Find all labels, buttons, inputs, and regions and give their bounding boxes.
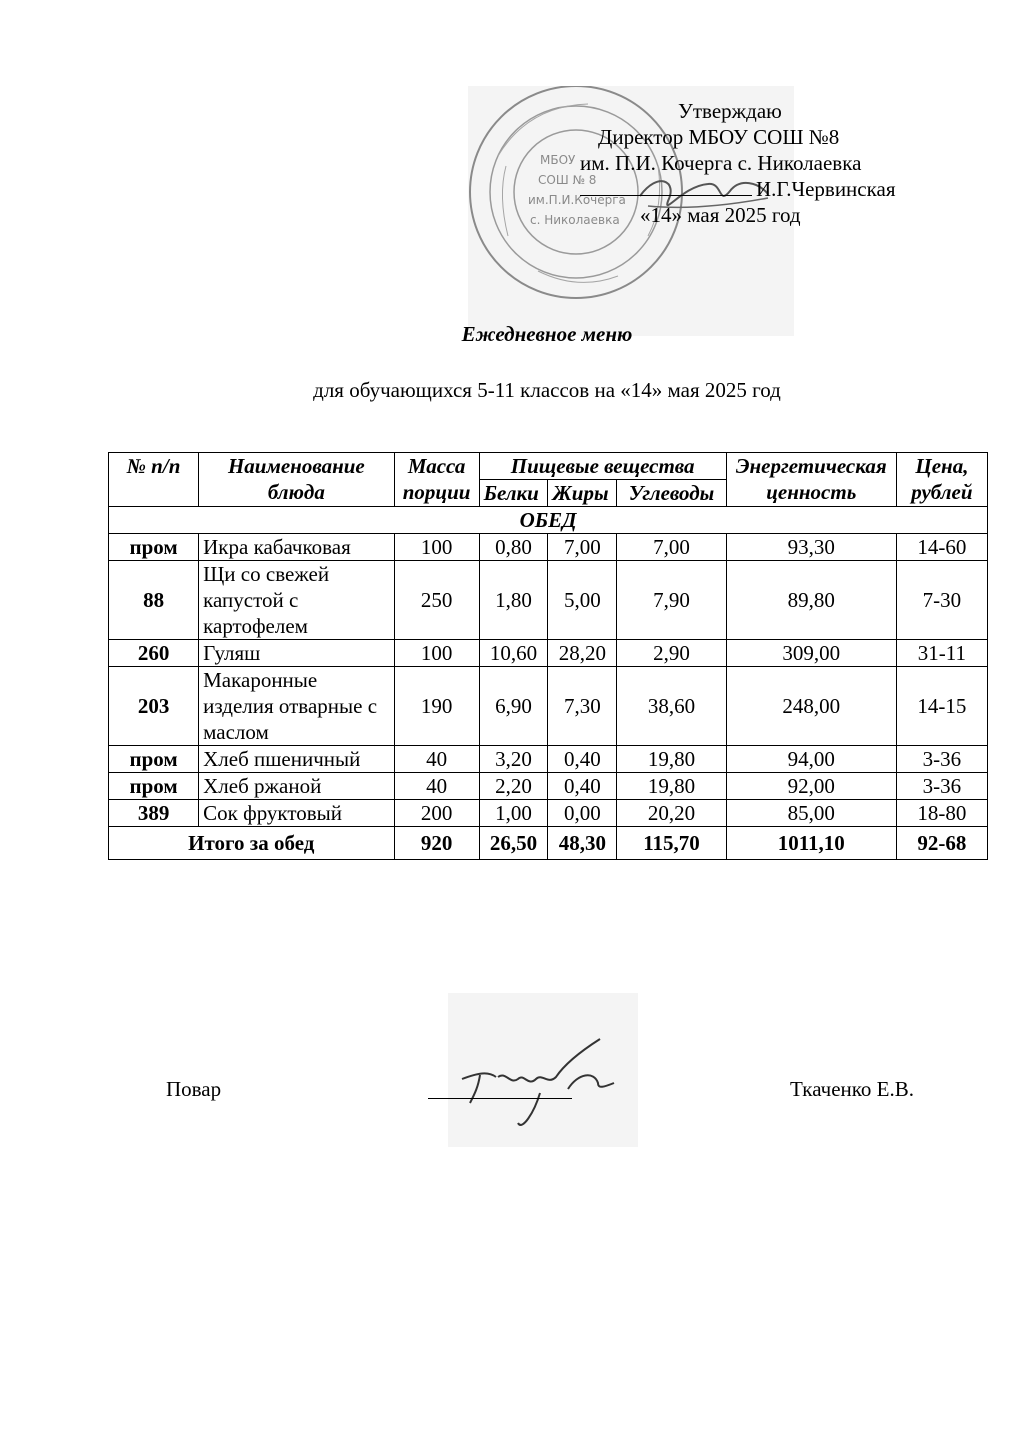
row-price: 14-60 (896, 534, 987, 561)
row-carbs: 7,00 (617, 534, 726, 561)
row-carbs: 19,80 (617, 773, 726, 800)
row-price: 31-11 (896, 640, 987, 667)
row-energy: 92,00 (726, 773, 896, 800)
row-carbs: 20,20 (617, 800, 726, 827)
table-header-row (109, 453, 988, 480)
header-price: Цена, рублей (896, 453, 987, 507)
row-mass: 100 (394, 534, 479, 561)
header-name: Наименование блюда (199, 453, 394, 507)
row-num: 389 (109, 800, 199, 827)
stamp-line-4: с. Николаевка (530, 213, 620, 227)
row-mass: 190 (394, 667, 479, 746)
row-name: Сок фруктовый (199, 800, 394, 827)
row-price: 14-15 (896, 667, 987, 746)
row-energy: 89,80 (726, 561, 896, 640)
stamp-line-1: МБОУ (540, 153, 576, 167)
row-price: 3-36 (896, 746, 987, 773)
row-price: 3-36 (896, 773, 987, 800)
header-protein: Белки (479, 480, 548, 507)
header-nutrients: Пищевые вещества (479, 453, 726, 480)
row-price: 7-30 (896, 561, 987, 640)
row-fat: 7,00 (548, 534, 617, 561)
total-energy: 1011,10 (726, 827, 896, 860)
row-mass: 200 (394, 800, 479, 827)
row-fat: 5,00 (548, 561, 617, 640)
signature-underline (580, 177, 752, 196)
row-num: 260 (109, 640, 199, 667)
row-name: Хлеб ржаной (199, 773, 394, 800)
header-mass: Масса порции (394, 453, 479, 507)
row-num: 203 (109, 667, 199, 746)
document-subtitle: для обучающихся 5-11 классов на «14» мая 2025 год (313, 378, 781, 402)
row-protein: 1,80 (479, 561, 548, 640)
approval-position: Директор МБОУ СОШ №8 (598, 125, 840, 149)
row-protein: 3,20 (479, 746, 548, 773)
cook-signature (448, 993, 638, 1147)
row-carbs: 38,60 (617, 667, 726, 746)
section-row (109, 507, 988, 534)
row-protein: 6,90 (479, 667, 548, 746)
cook-name: Ткаченко Е.В. (790, 1077, 915, 1101)
header-energy: Энергетическая ценность (726, 453, 896, 507)
row-num: пром (109, 746, 199, 773)
total-carbs: 115,70 (617, 827, 726, 860)
stamp-line-2: СОШ № 8 (538, 173, 597, 187)
table-row (109, 800, 988, 827)
row-num: пром (109, 534, 199, 561)
table-row (109, 746, 988, 773)
approval-date: «14» мая 2025 год (640, 203, 801, 227)
row-mass: 40 (394, 773, 479, 800)
row-num: пром (109, 773, 199, 800)
row-name: Икра кабачковая (199, 534, 394, 561)
row-energy: 85,00 (726, 800, 896, 827)
header-num: № п/п (109, 453, 199, 507)
table-row (109, 667, 988, 746)
cook-label: Повар (166, 1077, 222, 1101)
table-row (109, 773, 988, 800)
row-energy: 248,00 (726, 667, 896, 746)
handwritten-signature-icon (448, 993, 638, 1147)
cook-signature-line (428, 1098, 572, 1099)
row-carbs: 19,80 (617, 746, 726, 773)
stamp-line-3: им.П.И.Кочерга (528, 193, 626, 207)
row-price: 18-80 (896, 800, 987, 827)
row-carbs: 2,90 (617, 640, 726, 667)
row-energy: 309,00 (726, 640, 896, 667)
row-name: Гуляш (199, 640, 394, 667)
table-row (109, 640, 988, 667)
total-label: Итого за обед (109, 827, 395, 860)
row-energy: 94,00 (726, 746, 896, 773)
row-protein: 10,60 (479, 640, 548, 667)
total-mass: 920 (394, 827, 479, 860)
approval-heading: Утверждаю (678, 99, 782, 123)
row-fat: 0,40 (548, 773, 617, 800)
row-protein: 1,00 (479, 800, 548, 827)
row-fat: 0,00 (548, 800, 617, 827)
total-protein: 26,50 (479, 827, 548, 860)
approval-signature-line (560, 176, 980, 202)
total-fat: 48,30 (548, 827, 617, 860)
section-title: ОБЕД (109, 507, 988, 534)
row-protein: 0,80 (479, 534, 548, 561)
row-num: 88 (109, 561, 199, 640)
table-row (109, 561, 988, 640)
total-price: 92-68 (896, 827, 987, 860)
row-fat: 0,40 (548, 746, 617, 773)
header-fat: Жиры (548, 480, 617, 507)
row-name: Хлеб пшеничный (199, 746, 394, 773)
row-carbs: 7,90 (617, 561, 726, 640)
total-row (109, 827, 988, 860)
approval-school: им. П.И. Кочерга с. Николаевка (580, 151, 862, 175)
row-name: Макаронные изделия отварные с маслом (199, 667, 394, 746)
table-row (109, 534, 988, 561)
row-fat: 28,20 (548, 640, 617, 667)
row-name: Щи со свежей капустой с картофелем (199, 561, 394, 640)
row-energy: 93,30 (726, 534, 896, 561)
row-fat: 7,30 (548, 667, 617, 746)
document-title: Ежедневное меню (461, 322, 633, 346)
menu-table (108, 452, 988, 860)
header-carbs: Углеводы (617, 480, 726, 507)
row-mass: 40 (394, 746, 479, 773)
row-protein: 2,20 (479, 773, 548, 800)
director-name: И.Г.Червинская (756, 177, 896, 201)
row-mass: 250 (394, 561, 479, 640)
row-mass: 100 (394, 640, 479, 667)
approval-block (560, 98, 980, 228)
